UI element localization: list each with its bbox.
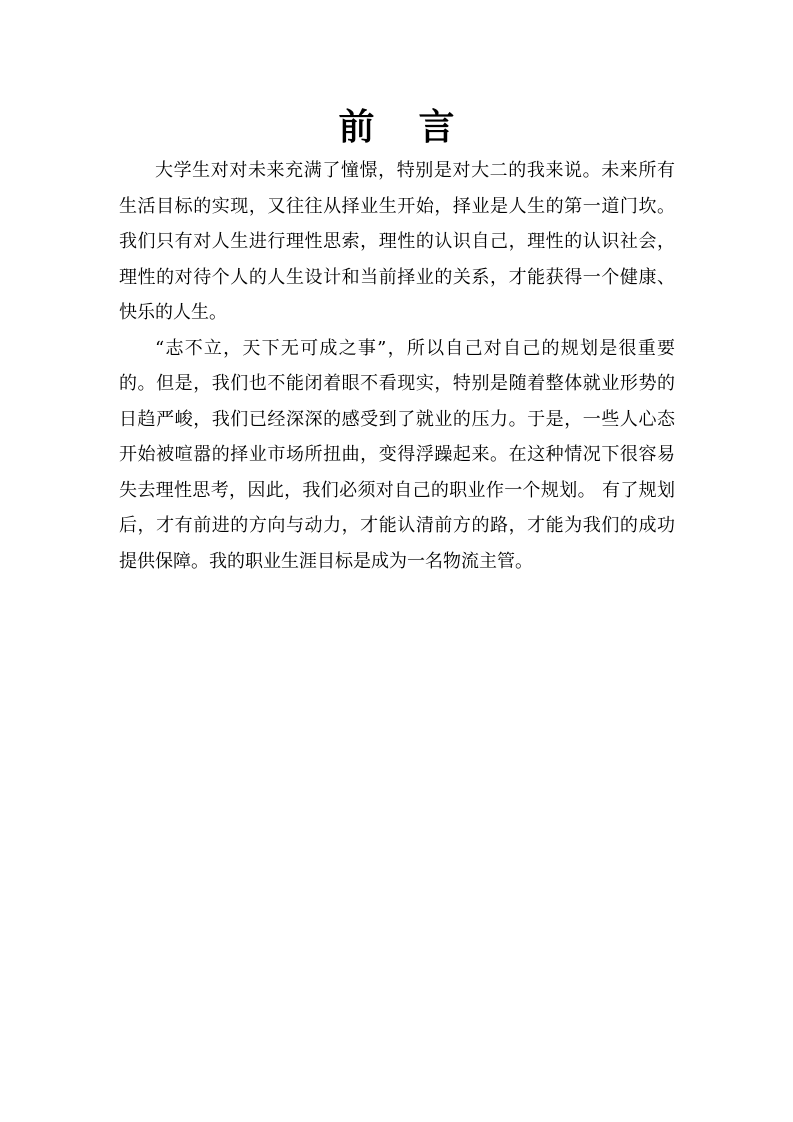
body-text [119,153,675,579]
paragraph-1: 大学生对对未来充满了憧憬，特别是对大二的我来说。未来所有生活目标的实现，又往往从择业生开始，择业是人生的第一道门坎。我们只有对人生进行理性思索，理性的认识自己，理性的认识社会，理性的对待个人的人生设计和当前择业的关系，才能获得一个健康、快乐的人生。 [119,160,675,323]
page-title: 前言 [338,106,499,148]
paragraph-2: “志不立，天下无可成之事”，所以自己对自己的规划是很重要的。但是，我们也不能闭着眼不看现实，特别是随着整体就业形势的日趋严峻，我们已经深深的感受到了就业的压力。于是，一些人心态开始被喧嚣的择业市场所扭曲，变得浮躁起来。在这种情况下很容易失去理性思考，因此，我们必须对自己的职业作一个规划。 有了规划后，才有前进的方向与动力，才能认清前方的路，才能为我们的成功提供保障。我的职业生涯目标是成为一名物流主管。 [119,337,675,572]
